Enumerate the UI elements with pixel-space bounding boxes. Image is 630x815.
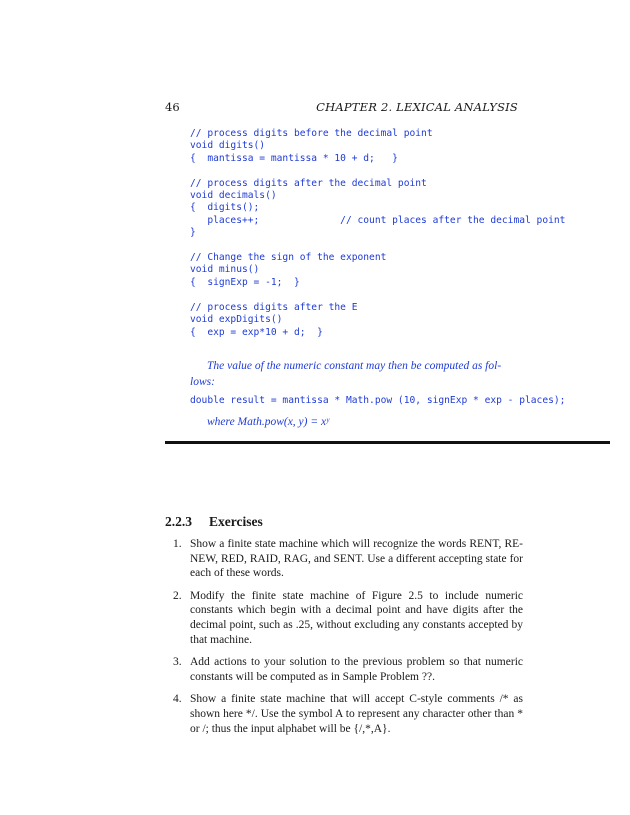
exercise-text: Add actions to your solution to the previous problem so that numeric constants will be computed as in Sample Problem ??. xyxy=(190,656,523,683)
code-block-result: double result = mantissa * Math.pow (10, signExp * exp - places); xyxy=(190,395,566,406)
exercise-text: Modify the finite state machine of Figure 2.5 to include numeric constants which begin with a decimal point and have digits after the decimal point, such as .25, without excluding any constants accepted by that machine. xyxy=(190,589,523,646)
section-title: Exercises xyxy=(209,514,263,529)
section-number: 2.2.3 xyxy=(165,514,192,529)
where-math-pow-line: where Math.pow(x, y) = xʸ xyxy=(207,416,330,428)
exercise-number: 4. xyxy=(173,693,182,706)
exercise-list xyxy=(165,537,523,744)
section-divider-rule xyxy=(165,441,610,444)
section-heading xyxy=(165,514,263,530)
numeric-constant-paragraph: The value of the numeric constant may then be computed as fol-lows: xyxy=(190,360,502,388)
exercise-number: 2. xyxy=(173,589,182,602)
page-number: 46 xyxy=(165,100,180,114)
running-head: CHAPTER 2. LEXICAL ANALYSIS xyxy=(316,100,518,114)
exercise-item xyxy=(165,655,523,684)
exercise-text: Show a finite state machine that will accept C-style comments /* as shown here */. Use the symbol A to represent any character other than * or /; thus the input alphabet will be {/,*,A}. xyxy=(190,693,523,735)
code-block-digits-functions: // process digits before the decimal point void digits() { mantissa = mantissa * 10 + d; } // process digits after the decimal point void decimals() { digits(); places++; // count places after the decimal point } // Change the sign of the exponent void minus() { signExp = -1; } // process digits after the E void expDigits() { exp = exp*10 + d; } xyxy=(190,128,566,338)
exercise-number: 1. xyxy=(173,538,182,550)
exercise-number: 3. xyxy=(173,656,182,669)
exercise-item xyxy=(165,537,523,581)
exercise-item xyxy=(165,589,523,647)
exercise-text: Show a finite state machine which will recognize the words RENT, RE-NEW, RED, RAID, RAG, and SENT. Use a different accepting state for each of these words. xyxy=(190,538,523,580)
exercise-item xyxy=(165,692,523,736)
